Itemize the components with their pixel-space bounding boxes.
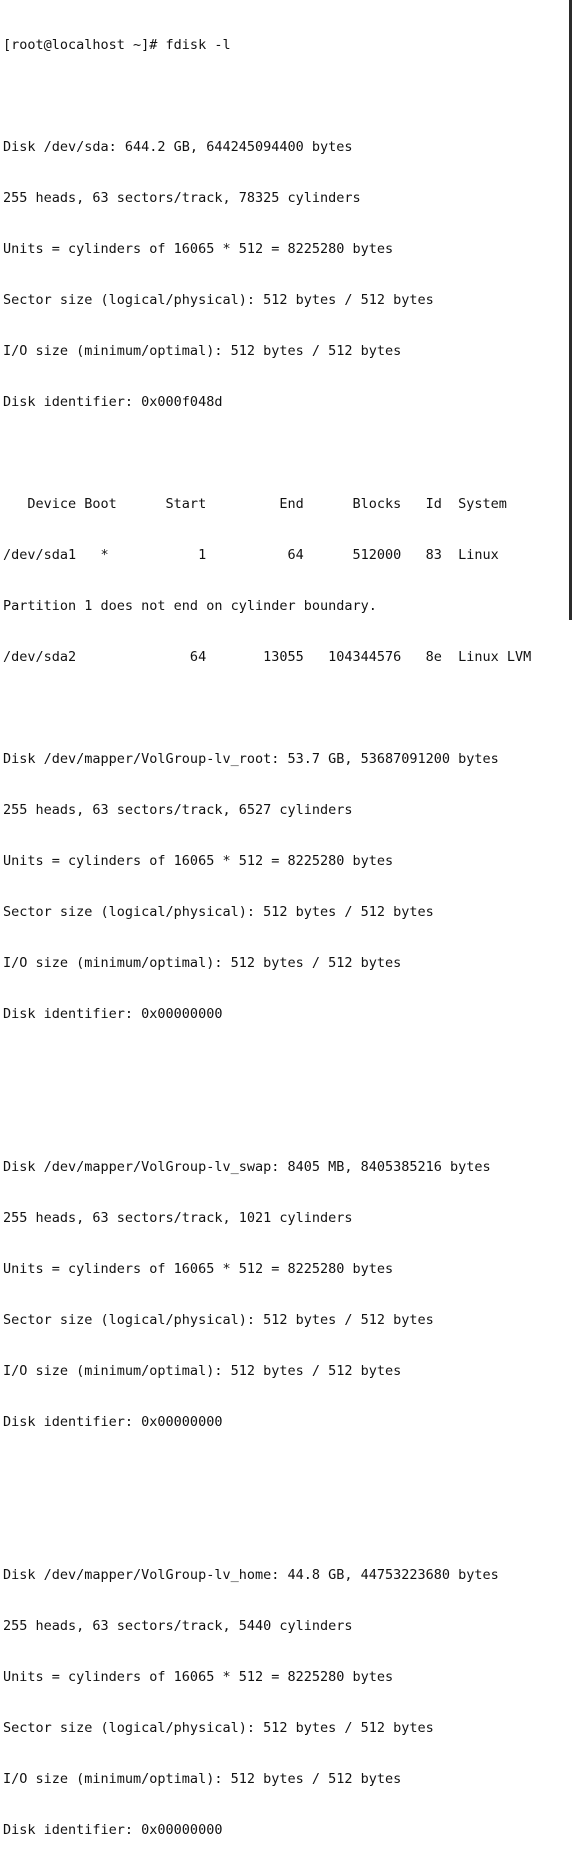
partition-table-header: Device Boot Start End Blocks Id System [3, 496, 507, 512]
terminal-line [3, 1057, 531, 1074]
partition-warning: Partition 1 does not end on cylinder boundary. [3, 598, 377, 614]
terminal-line: 255 heads, 63 sectors/track, 6527 cylinders [3, 802, 353, 818]
terminal-line [3, 1465, 531, 1482]
terminal-line [3, 700, 531, 717]
terminal-line: Sector size (logical/physical): 512 bytes / 512 bytes [3, 1312, 434, 1328]
terminal-line: Disk /dev/mapper/VolGroup-lv_root: 53.7 GB, 53687091200 bytes [3, 751, 499, 767]
terminal-line: Disk identifier: 0x00000000 [3, 1822, 223, 1838]
terminal-line [3, 1516, 531, 1533]
terminal-line: Units = cylinders of 16065 * 512 = 8225280 bytes [3, 1261, 394, 1277]
terminal-line: I/O size (minimum/optimal): 512 bytes / 512 bytes [3, 955, 402, 971]
terminal-line: Disk identifier: 0x000f048d [3, 394, 223, 410]
terminal-line: I/O size (minimum/optimal): 512 bytes / 512 bytes [3, 1771, 402, 1787]
terminal-line: Disk identifier: 0x00000000 [3, 1414, 223, 1430]
terminal-line: Units = cylinders of 16065 * 512 = 8225280 bytes [3, 1669, 394, 1685]
partition-row-sda1: /dev/sda1 * 1 64 512000 83 Linux [3, 547, 499, 563]
terminal-line: 255 heads, 63 sectors/track, 5440 cylinders [3, 1618, 353, 1634]
terminal-line: Units = cylinders of 16065 * 512 = 8225280 bytes [3, 241, 394, 257]
terminal-line: Sector size (logical/physical): 512 bytes / 512 bytes [3, 904, 434, 920]
terminal-output [3, 3, 531, 1873]
terminal-line: Disk /dev/mapper/VolGroup-lv_swap: 8405 MB, 8405385216 bytes [3, 1159, 491, 1175]
terminal-line: Disk identifier: 0x00000000 [3, 1006, 223, 1022]
terminal-line: Disk /dev/mapper/VolGroup-lv_home: 44.8 GB, 44753223680 bytes [3, 1567, 499, 1583]
terminal-line: Sector size (logical/physical): 512 bytes / 512 bytes [3, 292, 434, 308]
terminal-line: I/O size (minimum/optimal): 512 bytes / 512 bytes [3, 1363, 402, 1379]
terminal-line: Disk /dev/sda: 644.2 GB, 644245094400 bytes [3, 139, 353, 155]
terminal-line [3, 445, 531, 462]
terminal-line: Units = cylinders of 16065 * 512 = 8225280 bytes [3, 853, 394, 869]
terminal-line [3, 88, 531, 105]
terminal-line: I/O size (minimum/optimal): 512 bytes / 512 bytes [3, 343, 402, 359]
partition-row-sda2: /dev/sda2 64 13055 104344576 8e Linux LVM [3, 649, 532, 665]
terminal-line: 255 heads, 63 sectors/track, 78325 cylinders [3, 190, 361, 206]
terminal-line: 255 heads, 63 sectors/track, 1021 cylinders [3, 1210, 353, 1226]
terminal-line: [root@localhost ~]# fdisk -l [3, 37, 231, 53]
terminal-line: Sector size (logical/physical): 512 bytes / 512 bytes [3, 1720, 434, 1736]
terminal-line [3, 1108, 531, 1125]
